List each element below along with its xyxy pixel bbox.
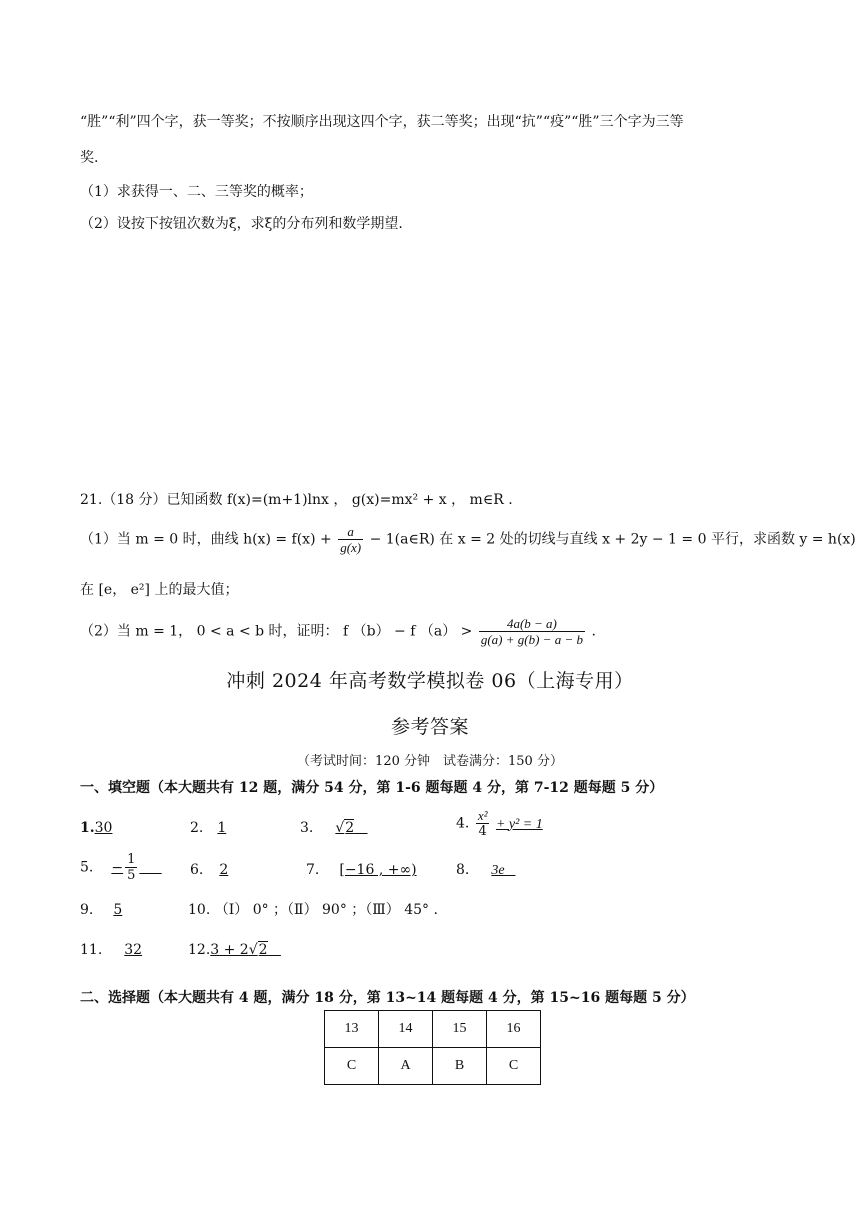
answer-8 (456, 860, 529, 881)
problem21-q1-fraction (338, 524, 363, 555)
answer-title: 冲刺 2024 年高考数学模拟卷 06（上海专用） (226, 670, 634, 692)
answer-3 (300, 818, 372, 838)
answer-12 (188, 940, 281, 960)
answer-7-value: [−16 , +∞) (339, 862, 417, 878)
problem21-q1-b: − 1(a∈R) 在 x = 2 处的切线与直线 x + 2y − 1 = 0 平行，求函数 y = h(x) (369, 531, 856, 548)
answer-9 (80, 900, 146, 920)
problem21-q2-line (80, 616, 596, 647)
table-cell: C (487, 1048, 541, 1085)
table-cell: B (433, 1048, 487, 1085)
answer-12-num: 12. (188, 942, 211, 958)
answer-5-num: 5. (80, 859, 94, 876)
answer-8-num: 8. (456, 862, 470, 878)
answer-6-value: 2 (219, 862, 229, 878)
problem20-q2: （2）设按下按钮次数为ξ，求ξ的分布列和数学期望. (80, 216, 403, 232)
answer-8-value: 3e⃗ (491, 863, 516, 878)
problem21-q2-a: （2）当 m = 1， 0 < a < b 时，证明： f （b） − f （a） > (80, 623, 473, 640)
answer-7 (306, 860, 441, 880)
answer-3-num: 3. (300, 820, 314, 836)
table-cell: 16 (487, 1011, 541, 1048)
answer-6 (190, 860, 244, 880)
answer-5-frac-num: 1 (127, 852, 136, 867)
exam-info: （考试时间：120 分钟 试卷满分：150 分） (297, 754, 563, 769)
section2-heading: 二、选择题（本大题共有 4 题，满分 18 分，第 13~14 题每题 4 分，第 15~16 题每题 5 分） (80, 990, 695, 1006)
problem21-q2-frac-num: 4a(b − a) (479, 616, 585, 632)
answer-table-answer-row (325, 1048, 541, 1085)
problem21-q1-frac-num: a (338, 524, 363, 540)
problem20-line2: 奖. (80, 150, 99, 166)
answer-5-frac-den: 5 (127, 868, 136, 883)
answer-12-value: 3 + 2√2 (210, 942, 268, 958)
answer-1-value: 30 (94, 820, 113, 836)
answer-4 (456, 808, 557, 839)
answer-12-expr: 3 + 2 (210, 942, 249, 958)
problem21-q2-frac-den: g(a) + g(b) − a − b (480, 632, 583, 647)
answer-5-fraction (125, 852, 137, 883)
problem21-q1-c: 在 [e， e²] 上的最大值； (80, 582, 239, 598)
answer-3-radicand: 2 (345, 820, 355, 836)
answer-4-fraction (476, 808, 490, 839)
problem21-q2-end: . (591, 623, 596, 640)
answer-7-num: 7. (306, 862, 320, 878)
answer-9-value: 5 (113, 902, 123, 918)
answer-11 (80, 940, 162, 960)
answer-11-num: 11. (80, 942, 103, 958)
answer-12-radicand: 2 (258, 942, 268, 958)
answer-4-rest: + y² = 1 (495, 816, 543, 832)
answer-10: 10. （Ⅰ） 0° ；（Ⅱ） 90° ；（Ⅲ） 45° . (188, 902, 438, 918)
problem21-stem: 21.（18 分）已知函数 f(x)=(m+1)lnx ， g(x)=mx² + x ， m∈R . (80, 492, 513, 508)
answer-5-sign: − (111, 859, 124, 876)
answer-9-num: 9. (80, 902, 94, 918)
answer-2 (190, 818, 240, 838)
problem20-q1: （1）求获得一、二、三等奖的概率； (80, 184, 313, 200)
table-cell: A (379, 1048, 433, 1085)
section1-heading: 一、填空题（本大题共有 12 题，满分 54 分，第 1-6 题每题 4 分，第 7-12 题每题 5 分） (80, 780, 664, 796)
answer-11-value: 32 (124, 942, 143, 958)
problem21-q1-a: （1）当 m = 0 时，曲线 h(x) = f(x) + (80, 531, 332, 548)
answer-6-num: 6. (190, 862, 204, 878)
answer-5 (80, 852, 162, 883)
problem20-line1: “胜”“利”四个字，获一等奖；不按顺序出现这四个字，获二等奖；出现“抗”“疫”“胜”三个字为三等 (80, 114, 684, 130)
answer-table (324, 1010, 541, 1085)
table-cell: 15 (433, 1011, 487, 1048)
answer-3-value: √2 (335, 820, 355, 836)
answer-4-num: 4. (456, 815, 470, 832)
table-cell: C (325, 1048, 379, 1085)
problem21-q2-fraction (479, 616, 585, 647)
answer-1 (80, 818, 126, 838)
answer-2-value: 1 (217, 820, 227, 836)
answer-2-num: 2. (190, 820, 204, 836)
answer-4-frac-den: 4 (478, 824, 487, 839)
problem21-q1-line (80, 524, 856, 555)
answer-4-frac-num: x² (477, 808, 488, 823)
table-cell: 14 (379, 1011, 433, 1048)
answer-table-header-row (325, 1011, 541, 1048)
problem21-q1-frac-den: g(x) (340, 540, 362, 555)
answer-1-num: 1. (80, 820, 95, 836)
answer-subtitle: 参考答案 (390, 716, 469, 738)
table-cell: 13 (325, 1011, 379, 1048)
